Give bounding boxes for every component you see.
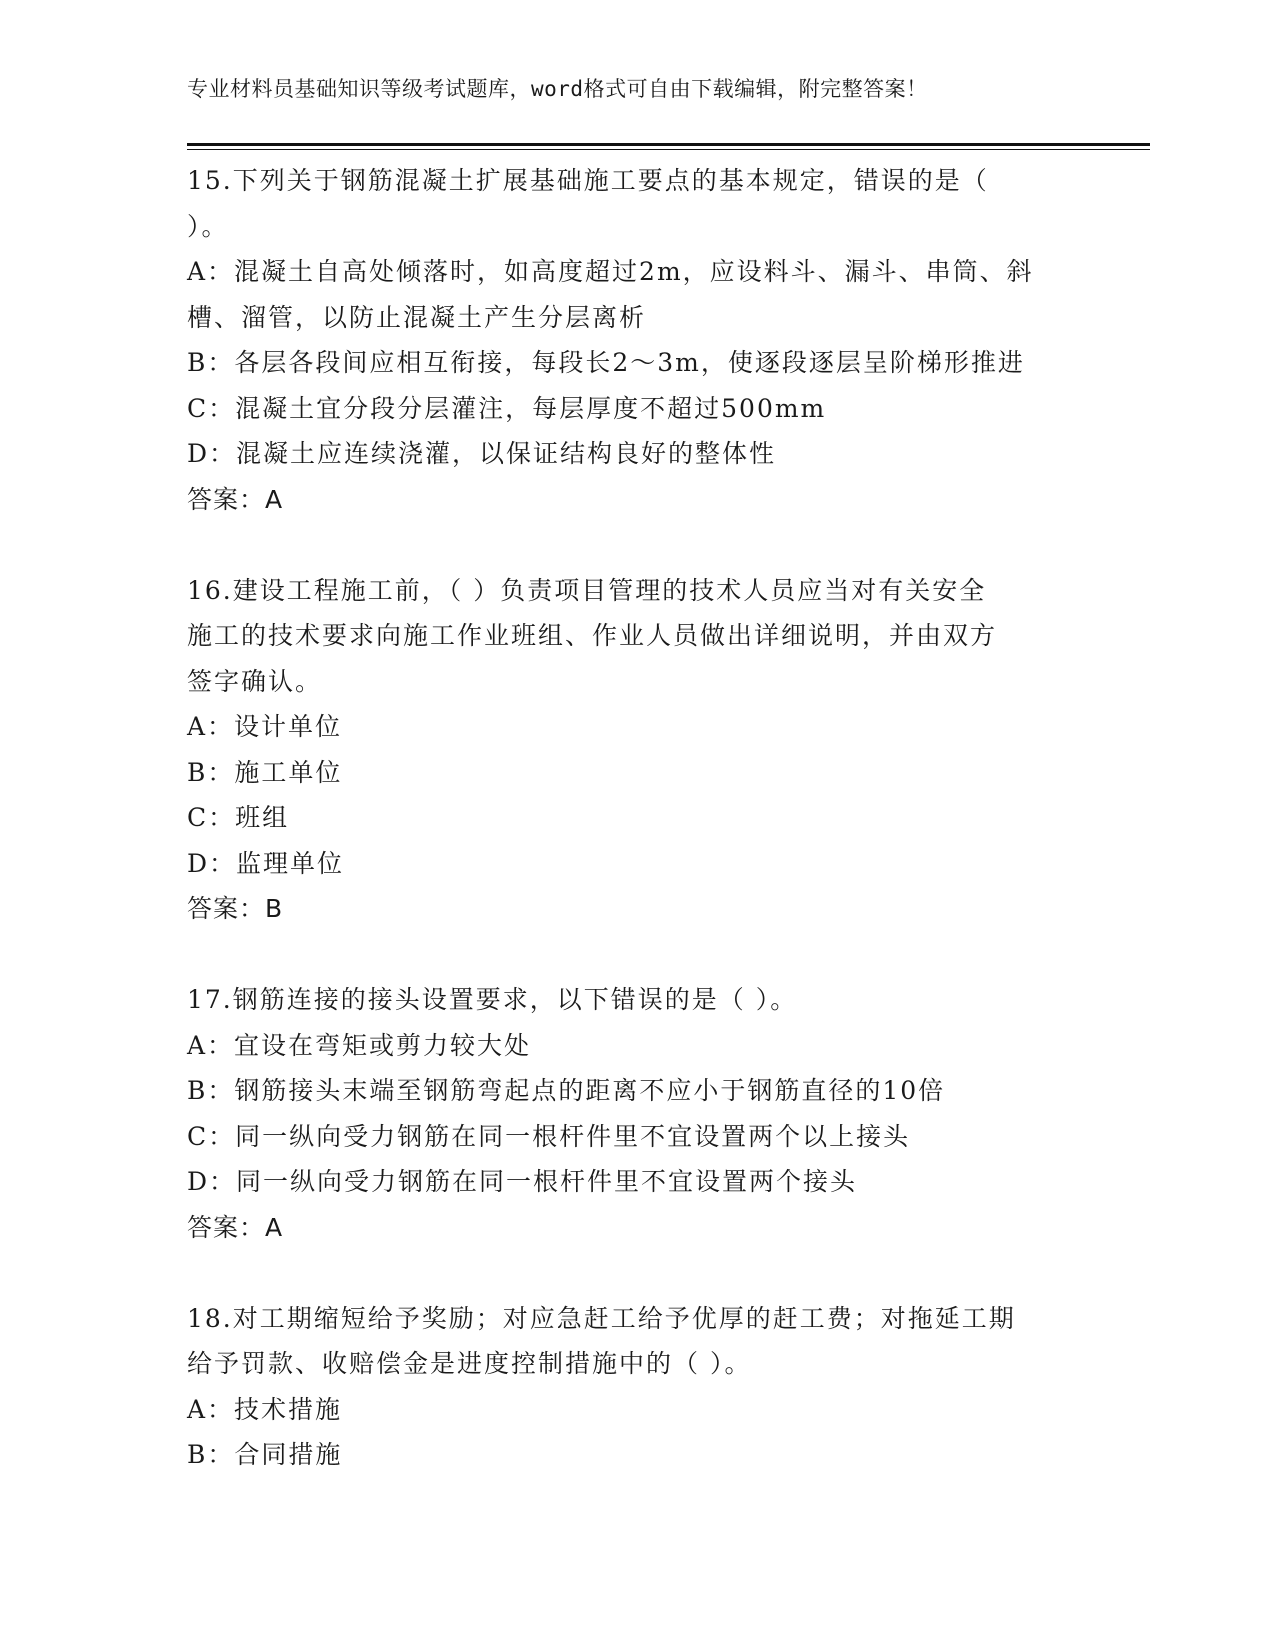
question-stem-line: 18.对工期缩短给予奖励；对应急赶工给予优厚的赶工费；对拖延工期 xyxy=(187,1303,1016,1333)
answer-line: 答案：B xyxy=(187,894,284,923)
answer-line: 答案：A xyxy=(187,1212,284,1242)
question-15 xyxy=(187,158,1087,522)
question-stem-line: 15.下列关于钢筋混凝土扩展基础施工要点的基本规定，错误的是（ xyxy=(187,166,989,195)
option-line: B：合同措施 xyxy=(187,1440,343,1469)
question-stem-line: 签字确认。 xyxy=(187,666,323,696)
option-line: A：宜设在弯矩或剪力较大处 xyxy=(187,1030,532,1060)
option-line: A：混凝土自高处倾落时，如高度超过2m，应设料斗、漏斗、串筒、斜 xyxy=(187,257,1034,286)
question-stem-line: ）。 xyxy=(187,211,229,241)
option-line: B：钢筋接头末端至钢筋弯起点的距离不应小于钢筋直径的10倍 xyxy=(187,1076,946,1105)
option-line: C：混凝土宜分段分层灌注，每层厚度不超过500mm xyxy=(187,393,827,423)
page-header: 专业材料员基础知识等级考试题库，word格式可自由下载编辑，附完整答案！ xyxy=(187,77,928,101)
question-17 xyxy=(187,977,1087,1250)
header-rule-thick xyxy=(187,143,1150,146)
question-stem-line: 给予罚款、收赔偿金是进度控制措施中的（ ）。 xyxy=(187,1349,752,1378)
option-line: C：班组 xyxy=(187,803,290,832)
option-line: A：技术措施 xyxy=(187,1394,343,1424)
option-line: D：混凝土应连续浇灌，以保证结构良好的整体性 xyxy=(187,439,777,468)
question-stem-line: 16.建设工程施工前，（ ）负责项目管理的技术人员应当对有关安全 xyxy=(187,575,987,605)
question-stem-line: 施工的技术要求向施工作业班组、作业人员做出详细说明，并由双方 xyxy=(187,621,998,650)
option-line: A：设计单位 xyxy=(187,712,343,741)
option-line: C：同一纵向受力钢筋在同一根杆件里不宜设置两个以上接头 xyxy=(187,1121,911,1151)
question-stem-line: 17.钢筋连接的接头设置要求，以下错误的是（ ）。 xyxy=(187,985,798,1014)
option-line: D：同一纵向受力钢筋在同一根杆件里不宜设置两个接头 xyxy=(187,1167,858,1196)
answer-line: 答案：A xyxy=(187,484,284,514)
option-line: 槽、溜管，以防止混凝土产生分层离析 xyxy=(187,302,647,332)
question-16 xyxy=(187,568,1087,932)
question-list xyxy=(187,158,1087,1523)
option-line: D：监理单位 xyxy=(187,848,345,878)
option-line: B：各层各段间应相互衔接，每段长2～3m，使逐段逐层呈阶梯形推进 xyxy=(187,348,1025,377)
header-rule-thin xyxy=(187,149,1150,150)
question-18 xyxy=(187,1296,1087,1478)
option-line: B：施工单位 xyxy=(187,757,343,787)
